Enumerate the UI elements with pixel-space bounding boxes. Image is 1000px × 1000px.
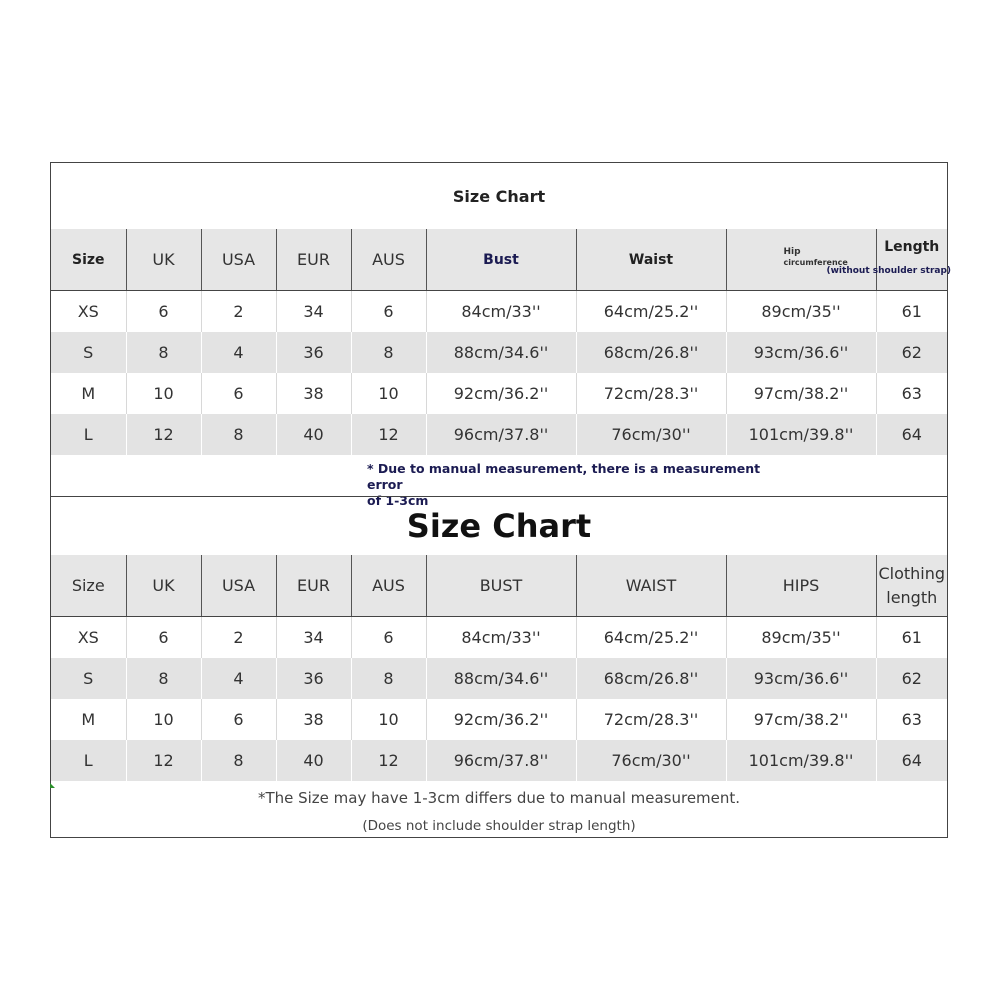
cell-usa: 6: [201, 699, 276, 740]
cell-aus: 6: [351, 617, 426, 658]
cell-waist: 64cm/25.2'': [576, 617, 726, 658]
cell-waist: 64cm/25.2'': [576, 291, 726, 332]
table-row: [51, 291, 947, 332]
table-row: [51, 332, 947, 373]
cell-size: S: [51, 658, 126, 699]
cell-usa: 8: [201, 414, 276, 455]
cell-bust: 96cm/37.8'': [426, 740, 576, 781]
table-row: [51, 740, 947, 781]
cell-aus: 6: [351, 291, 426, 332]
table-header-row: [51, 229, 947, 291]
header-usa: USA: [201, 229, 276, 291]
cell-waist: 72cm/28.3'': [576, 699, 726, 740]
header-clothing-length: [876, 555, 947, 617]
cell-size: S: [51, 332, 126, 373]
cell-aus: 8: [351, 658, 426, 699]
header-eur: EUR: [276, 229, 351, 291]
cell-eur: 36: [276, 658, 351, 699]
clothing-length-line1: Clothing: [878, 563, 946, 583]
cell-eur: 38: [276, 373, 351, 414]
cell-waist: 76cm/30'': [576, 740, 726, 781]
cell-eur: 34: [276, 291, 351, 332]
size-table-1: [51, 229, 952, 455]
cell-hip: 101cm/39.8'': [726, 740, 876, 781]
header-bust: BUST: [426, 555, 576, 617]
table-row: [51, 373, 947, 414]
header-size: Size: [51, 229, 126, 291]
hip-label-note: (without shoulder strap): [826, 266, 952, 276]
header-waist: WAIST: [576, 555, 726, 617]
cell-hip: 89cm/35'': [726, 291, 876, 332]
cell-waist: 68cm/26.8'': [576, 332, 726, 373]
chart-1-title: Size Chart: [51, 163, 947, 230]
header-usa: USA: [201, 555, 276, 617]
header-hips: HIPS: [726, 555, 876, 617]
cell-length: 63: [901, 709, 922, 729]
cell-usa: 4: [201, 332, 276, 373]
cell-hip: 93cm/36.6'': [726, 332, 876, 373]
chart-2-title: Size Chart: [51, 497, 947, 556]
cell-hip: 97cm/38.2'': [726, 699, 876, 740]
table-header-row: [51, 555, 947, 617]
cell-eur: 38: [276, 699, 351, 740]
cell-length: 63: [901, 383, 922, 403]
corner-mark: [50, 783, 55, 788]
cell-waist: 68cm/26.8'': [576, 658, 726, 699]
cell-uk: 10: [126, 373, 201, 414]
cell-hip: 101cm/39.8'': [726, 414, 876, 455]
cell-size: L: [51, 414, 126, 455]
cell-eur: 34: [276, 617, 351, 658]
cell-size: L: [51, 740, 126, 781]
header-eur: EUR: [276, 555, 351, 617]
header-length: [876, 229, 947, 291]
note-1-line-1: * Due to manual measurement, there is a measurement error: [367, 461, 761, 492]
table-row: [51, 414, 947, 455]
hip-label-line1: Hip: [783, 247, 801, 257]
cell-waist: 76cm/30'': [576, 414, 726, 455]
cell-size: XS: [51, 291, 126, 332]
cell-length: 62: [876, 332, 947, 373]
size-chart-1: [50, 162, 952, 508]
note-1-line-2: of 1-3cm: [367, 493, 429, 508]
size-chart-2: [50, 496, 948, 838]
cell-hip: 93cm/36.6'': [726, 658, 876, 699]
table-row: [51, 617, 947, 658]
cell-usa: 4: [201, 658, 276, 699]
cell-eur: 40: [276, 740, 351, 781]
cell-aus: 10: [351, 699, 426, 740]
header-bust: Bust: [426, 229, 576, 291]
cell-aus: 10: [351, 373, 426, 414]
cell-aus: 12: [351, 414, 426, 455]
header-aus: AUS: [351, 229, 426, 291]
cell-uk: 12: [126, 414, 201, 455]
cell-length: 64: [876, 414, 947, 455]
cell-uk: 12: [126, 740, 201, 781]
cell-hip: 97cm/38.2'': [726, 373, 876, 414]
cell-bust: 92cm/36.2'': [426, 373, 576, 414]
cell-length: 61: [901, 301, 922, 321]
cell-uk: 6: [126, 617, 201, 658]
cell-length: 62: [876, 658, 947, 699]
header-uk: UK: [126, 555, 201, 617]
cell-bust: 88cm/34.6'': [426, 332, 576, 373]
cell-length: 61: [901, 627, 922, 647]
cell-aus: 12: [351, 740, 426, 781]
cell-aus: 8: [351, 332, 426, 373]
cell-usa: 2: [201, 617, 276, 658]
cell-uk: 6: [126, 291, 201, 332]
cell-eur: 40: [276, 414, 351, 455]
cell-size: XS: [51, 617, 126, 658]
cell-bust: 84cm/33'': [426, 617, 576, 658]
cell-bust: 88cm/34.6'': [426, 658, 576, 699]
cell-size: M: [51, 373, 126, 414]
cell-length: 64: [876, 740, 947, 781]
cell-uk: 8: [126, 332, 201, 373]
cell-eur: 36: [276, 332, 351, 373]
cell-uk: 8: [126, 658, 201, 699]
header-uk: UK: [126, 229, 201, 291]
cell-bust: 96cm/37.8'': [426, 414, 576, 455]
measurement-note-2: *The Size may have 1-3cm differs due to manual measurement.: [257, 789, 741, 807]
strap-note: (Does not include shoulder strap length): [362, 818, 636, 834]
cell-usa: 8: [201, 740, 276, 781]
table-row: [51, 699, 947, 740]
cell-bust: 92cm/36.2'': [426, 699, 576, 740]
cell-uk: 10: [126, 699, 201, 740]
header-waist: Waist: [576, 229, 726, 291]
hip-label-line2: circumference: [783, 258, 848, 267]
cell-bust: 84cm/33'': [426, 291, 576, 332]
header-aus: AUS: [351, 555, 426, 617]
cell-hip: 89cm/35'': [726, 617, 876, 658]
table-row: [51, 658, 947, 699]
size-table-2: [51, 555, 947, 781]
cell-waist: 72cm/28.3'': [576, 373, 726, 414]
cell-size: M: [51, 699, 126, 740]
cell-usa: 6: [201, 373, 276, 414]
clothing-length-line2: length: [886, 587, 938, 607]
cell-usa: 2: [201, 291, 276, 332]
length-label: Length: [884, 239, 940, 255]
header-size: Size: [51, 555, 126, 617]
